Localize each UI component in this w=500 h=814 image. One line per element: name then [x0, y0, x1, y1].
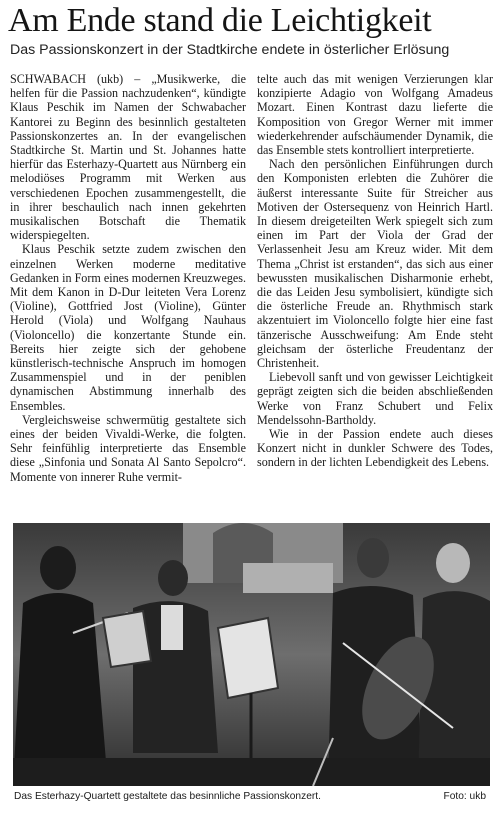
article-headline: Am Ende stand die Leichtigkeit: [8, 2, 432, 39]
paragraph: Wie in der Passion endete auch dieses Konzert nicht in dunkler Schwere des Todes, sondern in der lichten Lebendigkeit des Lebens.: [257, 427, 493, 470]
paragraph: Vergleichsweise schwermütig gestaltete sich eines der beiden Vivaldi-Werke, die folgten. Sehr feinfühlig interpretierte das Ensemble diese „Sinfonia und Sonata Al Santo Sepolcro“. Momente von innerer Ruhe vermit-: [10, 412, 246, 484]
article-subheadline: Das Passionskonzert in der Stadtkirche endete in österlicher Erlösung: [10, 42, 450, 58]
paragraph: Liebevoll sanft und von gewisser Leichtigkeit geprägt zeigten sich die beiden abschließenden Werke von Franz Schubert und Felix Mendelssohn-Bartholdy.: [257, 370, 493, 427]
paragraph: Nach den persönlichen Einführungen durch den Komponisten erlebten die Zuhörer die äußerst interessante Suite für Streicher aus Motiven der Ostersequenz von Heinrich Hartl. In diesem dreigeteilten Werk spiegelt sich zum einen im Part der Viola der Grad der Verlassenheit Jesu am Kreuz wider. Mit dem Thema „Christ ist erstanden“, das sich aus einer bewussten musikalischen Disharmonie erhebt, die das Leiden Jesu symbolisiert, kündigte sich die österliche Freude an. Rhythmisch stark akzentuiert im Violoncello folgte hier eine fast tänzerische Ausschweifung: Am Ende steht gleichsam der österliche Freudentanz der Christenheit.: [257, 157, 493, 371]
quartet-photo-illustration: [13, 523, 490, 786]
photo-caption: Das Esterhazy-Quartett gestaltete das besinnliche Passionskonzert.: [14, 791, 321, 802]
article-column-left: [10, 72, 246, 484]
photo-credit: Foto: ukb: [443, 791, 486, 802]
paragraph: telte auch das mit wenigen Verzierungen klar konzipierte Adagio von Wolfgang Amadeus Mozart. Einen Kontrast dazu lieferte die Komposition von Gregor Werner mit immer wiederkehrender aufschäumender Dynamik, die das Ensemble stets kontrolliert interpretierte.: [257, 72, 493, 158]
article-column-right: [257, 72, 493, 470]
quartet-photo: [13, 523, 490, 786]
paragraph: Klaus Peschik setzte zudem zwischen den einzelnen Werken moderne meditative Gedanken in Form eines modernen Kreuzweges. Mit dem Kanon in D-Dur leiteten Vera Lorenz (Violine), Gottfried Jost (Violine), Günter Herold (Viola) und Wolfgang Nauhaus (Violoncello) die konzertante Stunde ein. Bereits hier zeigte sich der gehobene künstlerisch-technische Anspruch im homogen Zusammenspiel und in der peniblen dynamischen Abstimmung innerhalb des Ensembles.: [10, 242, 246, 413]
paragraph: SCHWABACH (ukb) – „Musikwerke, die helfen für die Passion nachzudenken“, kündigte Klaus Peschik im Namen der Schwabacher Kantorei zu Beginn des besinnlich gestalteten Passionskonzertes an. In der evangelischen Stadtkirche St. Martin und St. Johannes hatte hierfür das Esterhazy-Quartett aus Nürnberg ein melodiöses Programm mit Werken aus verschiedenen Epochen zusammengestellt, die in ihrer beschaulich nach innen gekehrten musikalischen Botschaft die Thematik widerspiegelten.: [10, 72, 246, 243]
